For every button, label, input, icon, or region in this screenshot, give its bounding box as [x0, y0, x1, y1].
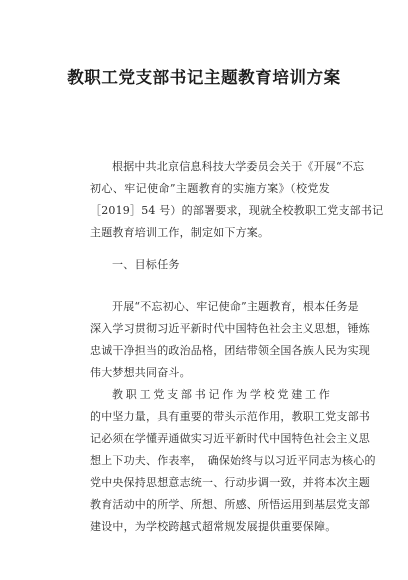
paragraph-line: 党中央保持思想意志统一、行动步调一致，并将本次主题 [90, 476, 370, 489]
paragraph-line: 主题教育培训工作，制定如下方案。 [90, 226, 270, 239]
paragraph-line: 初心、牢记使命”主题教育的实施方案》（校党发 [90, 182, 330, 195]
paragraph-goals [90, 296, 376, 538]
section-heading: 一、目标任务 [112, 258, 180, 271]
paragraph-line: 记必须在学懂弄通做实习近平新时代中国特色社会主义思 [90, 432, 370, 445]
paragraph-line: ［2019］54 号）的部署要求，现就全校教职工党支部书记 [90, 204, 384, 217]
paragraph-line: 教育活动中的所学、所想、所感、所悟运用到基层党支部 [90, 498, 370, 511]
paragraph-line: 想上下功夫、作表率， 确保始终与以习近平同志为核心的 [90, 454, 376, 467]
paragraph-line: 深入学习贯彻习近平新时代中国特色社会主义思想，锤炼 [90, 322, 370, 335]
paragraph-line: 教职工党支部书记作为学校党建工作 [112, 388, 330, 401]
paragraph-line: 开展“不忘初心、牢记使命”主题教育，根本任务是 [112, 300, 359, 313]
paragraph-line: 的中坚力量，具有重要的带头示范作用，教职工党支部书 [90, 410, 370, 423]
paragraph-line: 建设中，为学校跨越式超常规发展提供重要保障。 [90, 520, 337, 533]
document-title: 教职工党支部书记主题教育培训方案 [67, 68, 341, 87]
paragraph-intro [90, 156, 384, 244]
paragraph-line: 伟大梦想共同奋斗。 [90, 366, 191, 379]
paragraph-line: 根据中共北京信息科技大学委员会关于《开展“不忘 [112, 160, 365, 173]
paragraph-line: 忠诚干净担当的政治品格，团结带领全国各族人民为实现 [90, 344, 370, 357]
